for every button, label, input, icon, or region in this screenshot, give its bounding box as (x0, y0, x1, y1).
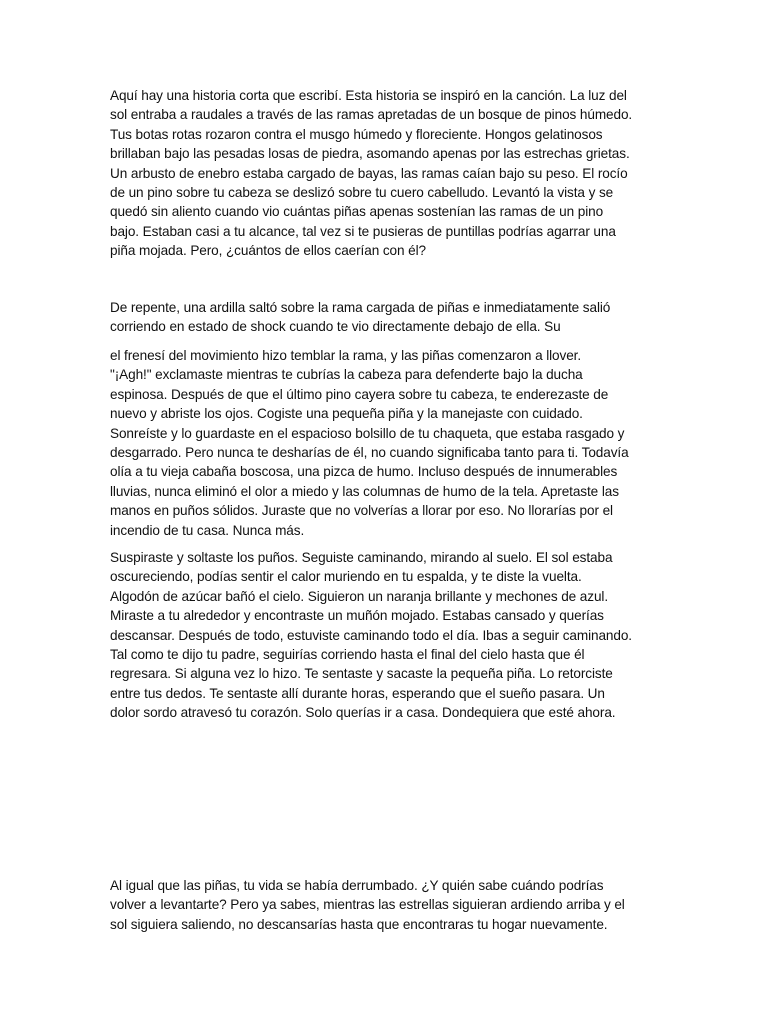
paragraph-closing: Al igual que las piñas, tu vida se había derrumbado. ¿Y quién sabe cuándo podrías volver a levantarte? Pero ya sabes, mientras las estrellas siguieran ardiendo arriba y el sol siguiera saliendo, no descansarías hasta que encontraras tu hogar nuevamente. (110, 878, 625, 932)
paragraph-pinecone-shower: el frenesí del movimiento hizo temblar la rama, y las piñas comenzaron a llover. "¡Agh!" exclamaste mientras te cubrías la cabeza para defenderte bajo la ducha espinosa. Después de que el último pino cayera sobre tu cabeza, te enderezaste de nuevo y abriste los ojos. Cogiste una pequeña piña y la manejaste con cuidado. Sonreíste y lo guardaste en el espacioso bolsillo de tu chaqueta, que estaba rasgado y desgarrado. Pero nunca te desharías de él, no cuando significaba tanto para ti. Todavía olía a tu vieja cabaña boscosa, una pizca de humo. Incluso después de innumerables lluvias, nunca eliminó el olor a miedo y las columnas de humo de la tela. Apretaste las manos en puños sólidos. Juraste que no volverías a llorar por eso. No llorarías por el incendio de tu casa. Nunca más. (110, 348, 629, 538)
paragraph-squirrel: De repente, una ardilla saltó sobre la rama cargada de piñas e inmediatamente salió corriendo en estado de shock cuando te vio directamente debajo de ella. Su (110, 300, 611, 335)
paragraph-intro: Aquí hay una historia corta que escribí. Esta historia se inspiró en la canción. La luz del sol entraba a raudales a través de las ramas apretadas de un bosque de pinos húmedo. Tus botas rotas rozaron contra el musgo húmedo y floreciente. Hongos gelatinosos brillaban bajo las pesadas losas de piedra, asomando apenas por las estrechas grietas. Un arbusto de enebro estaba cargado de bayas, las ramas caían bajo su peso. El rocío de un pino sobre tu cabeza se deslizó sobre tu cuero cabelludo. Levantó la vista y se quedó sin aliento cuando vio cuántas piñas apenas sostenían las ramas de un pino bajo. Estaban casi a tu alcance, tal vez si te pusieras de puntillas podrías agarrar una piña mojada. Pero, ¿cuántos de ellos caerían con él? (110, 88, 633, 259)
paragraph-sunset: Suspiraste y soltaste los puños. Seguiste caminando, mirando al suelo. El sol estaba oscureciendo, podías sentir el calor muriendo en tu espalda, y te diste la vuelta. Algodón de azúcar bañó el cielo. Siguieron un naranja brillante y mechones de azul. Miraste a tu alrededor y encontraste un muñón mojado. Estabas cansado y querías descansar. Después de todo, estuviste caminando todo el día. Ibas a seguir caminando. Tal como te dijo tu padre, seguirías corriendo hasta el final del cielo hasta que él regresara. Si alguna vez lo hizo. Te sentaste y sacaste la pequeña piña. Lo retorciste entre tus dedos. Te sentaste allí durante horas, esperando que el sueño pasara. Un dolor sordo atravesó tu corazón. Solo querías ir a casa. Dondequiera que esté ahora. (110, 550, 632, 721)
